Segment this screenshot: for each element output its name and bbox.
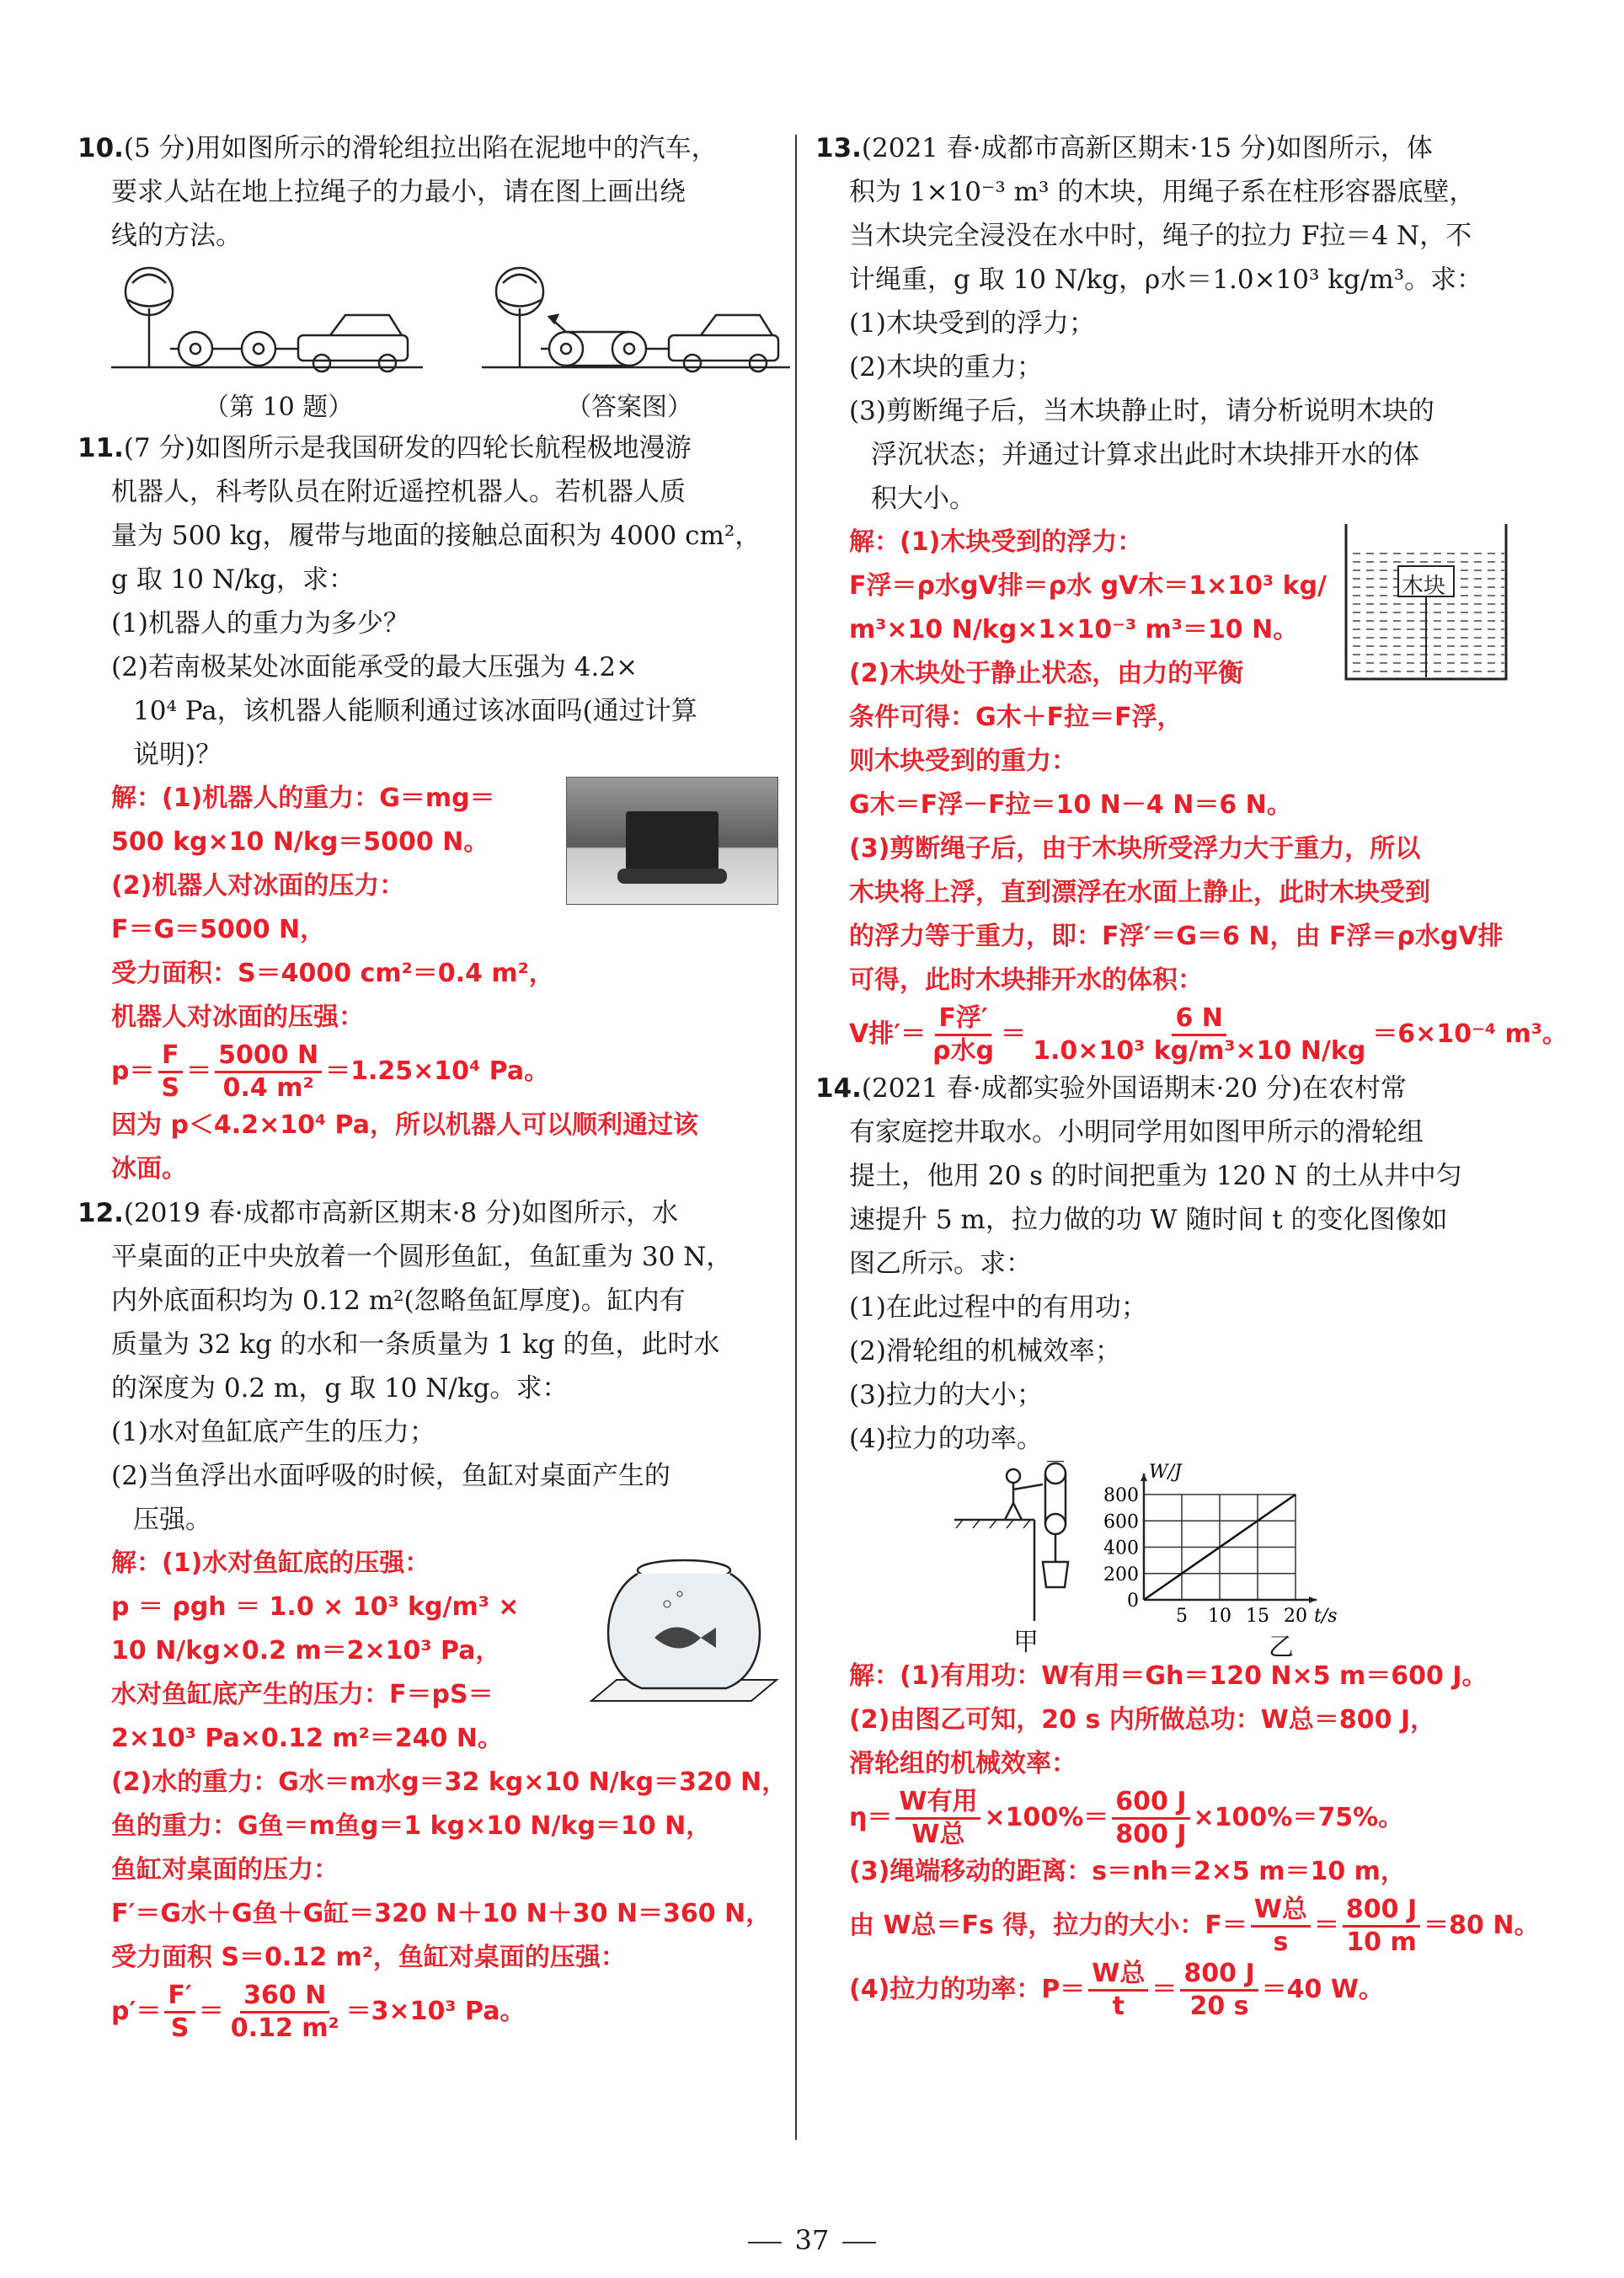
question-text: 平桌面的正中央放着一个圆形鱼缸，鱼缸重为 30 N， <box>111 1242 733 1272</box>
question-text: 当木块完全浸没在水中时，绳子的拉力 F拉＝4 N，不 <box>849 221 1472 251</box>
y-tick-label: 200 <box>1103 1564 1139 1586</box>
sub-question: 浮沉状态；并通过计算求出此时木块排开水的体 <box>871 440 1419 470</box>
figure-caption: （答案图） <box>566 393 692 422</box>
x-tick-label: 20 <box>1284 1606 1307 1627</box>
power-formula: (4)拉力的功率：P＝ $\frac{\text{W总}}{t}$ ＝ $\frac{800 J}{20 s}$ ＝40 W。 <box>849 1958 1384 2021</box>
fraction: $\frac{6 N}{\text{1.0×10³ kg/m³×10 N/kg}}$ <box>1033 1003 1366 1066</box>
fraction: $\frac{800 J}{20 s}$ <box>1180 1959 1258 2022</box>
pressure-formula: p′＝ $\frac{F'}{S}$ ＝ $\frac{360 N}{\text{0.12 m²}}$ ＝3×10³ Pa。 <box>111 1980 526 2043</box>
answer-text: 滑轮组的机械效率： <box>849 1749 1076 1778</box>
answer-text: 解：(1)机器人的重力：G＝mg＝ <box>111 783 495 813</box>
question-text: 质量为 32 kg 的水和一条质量为 1 kg 的鱼，此时水 <box>111 1329 720 1360</box>
x-tick-label: 5 <box>1176 1606 1188 1627</box>
answer-13 <box>815 521 1568 1067</box>
answer-text: p ＝ ρgh ＝ 1.0 × 10³ kg/m³ × <box>111 1592 520 1622</box>
sub-question: 说明)？ <box>133 740 222 770</box>
answer-11 <box>77 777 790 1191</box>
answer-12 <box>77 1542 790 2044</box>
answer-text: 受力面积：S＝4000 cm²＝0.4 m²， <box>111 959 554 988</box>
answer-text: 500 kg×10 N/kg＝5000 N。 <box>111 827 489 857</box>
fraction: $\frac{600 J}{800 J}$ <box>1112 1787 1189 1850</box>
sub-question: 10⁴ Pa，该机器人能顺利通过该冰面吗(通过计算 <box>133 696 697 726</box>
question-text: 速提升 5 m，拉力做的功 W 随时间 t 的变化图像如 <box>849 1205 1448 1235</box>
answer-text: (2)机器人对冰面的压力： <box>111 871 405 901</box>
x-axis-label: t/s <box>1314 1606 1338 1627</box>
answer-text: 因为 p＜4.2×10⁴ Pa，所以机器人可以顺利通过该 <box>111 1110 698 1140</box>
y-tick-label: 0 <box>1127 1591 1139 1612</box>
sub-question: (1)水对鱼缸底产生的压力； <box>111 1417 435 1447</box>
formula-lhs: p′＝ <box>111 1997 162 2026</box>
block-label: 木块 <box>1402 574 1446 599</box>
answer-text: m³×10 N/kg×1×10⁻³ m³＝10 N。 <box>849 615 1299 644</box>
answer-text: (2)木块处于静止状态，由力的平衡 <box>849 659 1244 688</box>
pulley-car-figures <box>77 258 790 426</box>
question-14 <box>815 1067 1540 2022</box>
fraction: $\frac{F}{S}$ <box>158 1040 183 1104</box>
y-tick-label: 600 <box>1103 1511 1139 1533</box>
question-text: 机器人，科考队员在附近遥控机器人。若机器人质 <box>111 477 686 507</box>
answer-text: 则木块受到的重力： <box>849 746 1076 776</box>
answer-text: F′＝G水＋G鱼＋G缸＝320 N＋10 N＋30 N＝360 N， <box>111 1899 772 1928</box>
question-10 <box>77 126 790 426</box>
formula-rhs: ＝6×10⁻⁴ m³。 <box>1372 1019 1568 1049</box>
question-text: (2019 春·成都市高新区期末·8 分)如图所示，水 <box>123 1198 679 1228</box>
y-axis-arrow <box>1141 1473 1147 1481</box>
force-formula: 由 W总＝Fs 得，拉力的大小：F＝ $\frac{\text{W总}}{s}$ ＝ $\frac{800 J}{10 m}$ ＝80 N。 <box>849 1894 1540 1957</box>
fraction: $\frac{\text{W总}}{s}$ <box>1251 1895 1311 1958</box>
answer-text: 可得，此时木块排开水的体积： <box>849 965 1203 995</box>
question-text: 线的方法。 <box>111 221 242 251</box>
question-text: 有家庭挖井取水。小明同学用如图甲所示的滑轮组 <box>849 1117 1424 1147</box>
question-text: 的深度为 0.2 m，g 取 10 N/kg。求： <box>111 1373 569 1404</box>
answer-text: 受力面积 S＝0.12 m²，鱼缸对桌面的压强： <box>111 1943 626 1972</box>
fraction: $\frac{5000 N}{\text{0.4 m²}}$ <box>215 1040 322 1104</box>
question-text: 积为 1×10⁻³ m³ 的木块，用绳子系在柱形容器底壁， <box>849 177 1476 207</box>
fraction: $\frac{F'}{S}$ <box>164 1981 195 2044</box>
question-text: 图乙所示。求： <box>849 1249 1032 1279</box>
pulley-car-illustration <box>77 258 790 384</box>
formula-rhs: ＝1.25×10⁴ Pa。 <box>325 1056 550 1086</box>
answer-text: (3)剪断绳子后，由于木块所受浮力大于重力，所以 <box>849 834 1421 864</box>
question-number: 12. <box>77 1198 124 1228</box>
work-time-chart <box>1093 1461 1354 1629</box>
efficiency-formula: η＝ $\frac{\text{W有用}}{\text{W总}}$ ×100%＝ $\frac{600 J}{800 J}$ ×100%＝75%。 <box>849 1786 1404 1849</box>
answer-text: F＝G＝5000 N， <box>111 915 326 944</box>
fraction: $\frac{360 N}{\text{0.12 m²}}$ <box>230 1980 339 2043</box>
answer-text: 条件可得：G木＋F拉＝F浮， <box>849 703 1183 732</box>
sub-question: (2)木块的重力； <box>849 352 1043 382</box>
answer-text: 冰面。 <box>111 1154 187 1184</box>
fish-tank-illustration <box>583 1545 785 1714</box>
answer-text: 鱼的重力：G鱼＝m鱼g＝1 kg×10 N/kg＝10 N， <box>111 1811 712 1841</box>
question-number: 14. <box>815 1073 862 1104</box>
y-tick-label: 400 <box>1103 1537 1139 1559</box>
formula-rhs: ＝3×10³ Pa。 <box>345 1997 526 2026</box>
answer-text: F浮＝ρ水gV排＝ρ水 gV木＝1×10³ kg/ <box>849 571 1327 601</box>
answer-text: 木块将上浮，直到漂浮在水面上静止，此时木块受到 <box>849 878 1430 907</box>
figure-label-yi: 乙 <box>1269 1633 1294 1662</box>
x-tick-label: 10 <box>1208 1606 1231 1627</box>
figure-label-jia: 甲 <box>1013 1628 1039 1657</box>
question-text: (5 分)用如图所示的滑轮组拉出陷在泥地中的汽车， <box>123 133 718 163</box>
pulley-well-illustration <box>954 1461 1089 1629</box>
sub-question: (2)滑轮组的机械效率； <box>849 1336 1121 1366</box>
y-tick-label: 800 <box>1103 1485 1139 1506</box>
answer-text: (2)由图乙可知，20 s 内所做总功：W总＝800 J， <box>849 1705 1436 1735</box>
fraction: $\frac{\text{W有用}}{\text{W总}}$ <box>895 1787 980 1850</box>
sub-question: 积大小。 <box>871 484 975 514</box>
question-text: (7 分)如图所示是我国研发的四轮长航程极地漫游 <box>123 433 692 463</box>
left-column <box>77 126 790 2044</box>
figure-caption: （第 10 题） <box>204 393 354 422</box>
volume-formula: V排′＝ $\frac{\text{F浮′}}{\text{ρ水g}}$ ＝ $\frac{6 N}{\text{1.0×10³ kg/m³×10 N/kg}}$ ＝6×10⁻⁴ m³。 <box>849 1003 1568 1066</box>
container-illustration <box>1338 524 1514 684</box>
sub-question: (1)机器人的重力为多少？ <box>111 608 409 639</box>
answer-text: G木＝F浮－F拉＝10 N－4 N＝6 N。 <box>849 790 1292 820</box>
question-text: 量为 500 kg，履带与地面的接触总面积为 4000 cm²， <box>111 521 761 551</box>
sub-question: (3)拉力的大小； <box>849 1380 1043 1410</box>
question-text: g 取 10 N/kg，求： <box>111 564 355 595</box>
question-text: 内外底面积均为 0.12 m²(忽略鱼缸厚度)。缸内有 <box>111 1286 686 1316</box>
page-number: 37 <box>0 2224 1624 2256</box>
question-text: (2021 春·成都实验外国语期末·20 分)在农村常 <box>861 1073 1407 1104</box>
y-axis-label: W/J <box>1149 1462 1182 1483</box>
question-11 <box>77 426 790 1191</box>
question-number: 11. <box>77 433 124 463</box>
answer-text: (3)绳端移动的距离：s＝nh＝2×5 m＝10 m， <box>849 1857 1406 1886</box>
column-divider <box>795 135 797 2140</box>
sub-question: (1)木块受到的浮力； <box>849 308 1095 339</box>
x-tick-label: 15 <box>1246 1606 1269 1627</box>
container-diagram <box>1338 524 1514 684</box>
question-text: 计绳重，g 取 10 N/kg，ρ水＝1.0×10³ kg/m³。求： <box>849 265 1483 295</box>
sub-question: (2)若南极某处冰面能承受的最大压强为 4.2× <box>111 652 638 682</box>
chart-svg <box>1093 1461 1354 1629</box>
fraction: $\frac{\text{F浮′}}{\text{ρ水g}}$ <box>932 1003 995 1066</box>
formula-lhs: V排′＝ <box>849 1019 927 1049</box>
question-12 <box>77 1191 790 2044</box>
answer-text: (2)水的重力：G水＝m水g＝32 kg×10 N/kg＝320 N， <box>111 1767 788 1797</box>
question-text: 要求人站在地上拉绳子的力最小，请在图上画出绕 <box>111 177 686 207</box>
sub-question: 压强。 <box>133 1505 211 1535</box>
answer-text: 机器人对冰面的压强： <box>111 1003 364 1032</box>
sub-question: (4)拉力的功率。 <box>849 1424 1043 1454</box>
answer-14 <box>815 1655 1540 2022</box>
formula-lhs: p＝ <box>111 1056 155 1086</box>
x-axis-arrow <box>1309 1596 1317 1603</box>
sub-question: (2)当鱼浮出水面呼吸的时候，鱼缸对桌面产生的 <box>111 1461 670 1491</box>
question-text: 提土，他用 20 s 的时间把重为 120 N 的土从井中匀 <box>849 1161 1462 1191</box>
answer-text: 10 N/kg×0.2 m＝2×10³ Pa， <box>111 1636 501 1666</box>
answer-text: 鱼缸对桌面的压力： <box>111 1855 339 1885</box>
fraction: $\frac{800 J}{10 m}$ <box>1343 1895 1420 1958</box>
q14-figures <box>815 1461 1531 1662</box>
answer-text: 解：(1)木块受到的浮力： <box>849 527 1143 557</box>
question-13 <box>815 126 1568 1067</box>
robot-photo <box>566 777 778 905</box>
answer-text: 解：(1)水对鱼缸底的压强： <box>111 1548 430 1578</box>
question-text: (2021 春·成都市高新区期末·15 分)如图所示，体 <box>861 133 1433 163</box>
question-number: 10. <box>77 133 124 163</box>
sub-question: (3)剪断绳子后，当木块静止时，请分析说明木块的 <box>849 396 1434 426</box>
answer-text: 的浮力等于重力，即：F浮′＝G＝6 N，由 F浮＝ρ水gV排 <box>849 922 1504 951</box>
sub-question: (1)在此过程中的有用功； <box>849 1292 1147 1323</box>
answer-text: 水对鱼缸底产生的压力：F＝pS＝ <box>111 1680 494 1709</box>
fraction: $\frac{\text{W总}}{t}$ <box>1088 1959 1148 2022</box>
question-number: 13. <box>815 133 862 163</box>
answer-text: 2×10³ Pa×0.12 m²＝240 N。 <box>111 1724 503 1753</box>
answer-text: 解：(1)有用功：W有用＝Gh＝120 N×5 m＝600 J。 <box>849 1661 1488 1691</box>
right-column <box>815 126 1568 2022</box>
pressure-formula: p＝ $\frac{F}{S}$ ＝ $\frac{5000 N}{\text{0.4 m²}}$ ＝1.25×10⁴ Pa。 <box>111 1040 550 1103</box>
